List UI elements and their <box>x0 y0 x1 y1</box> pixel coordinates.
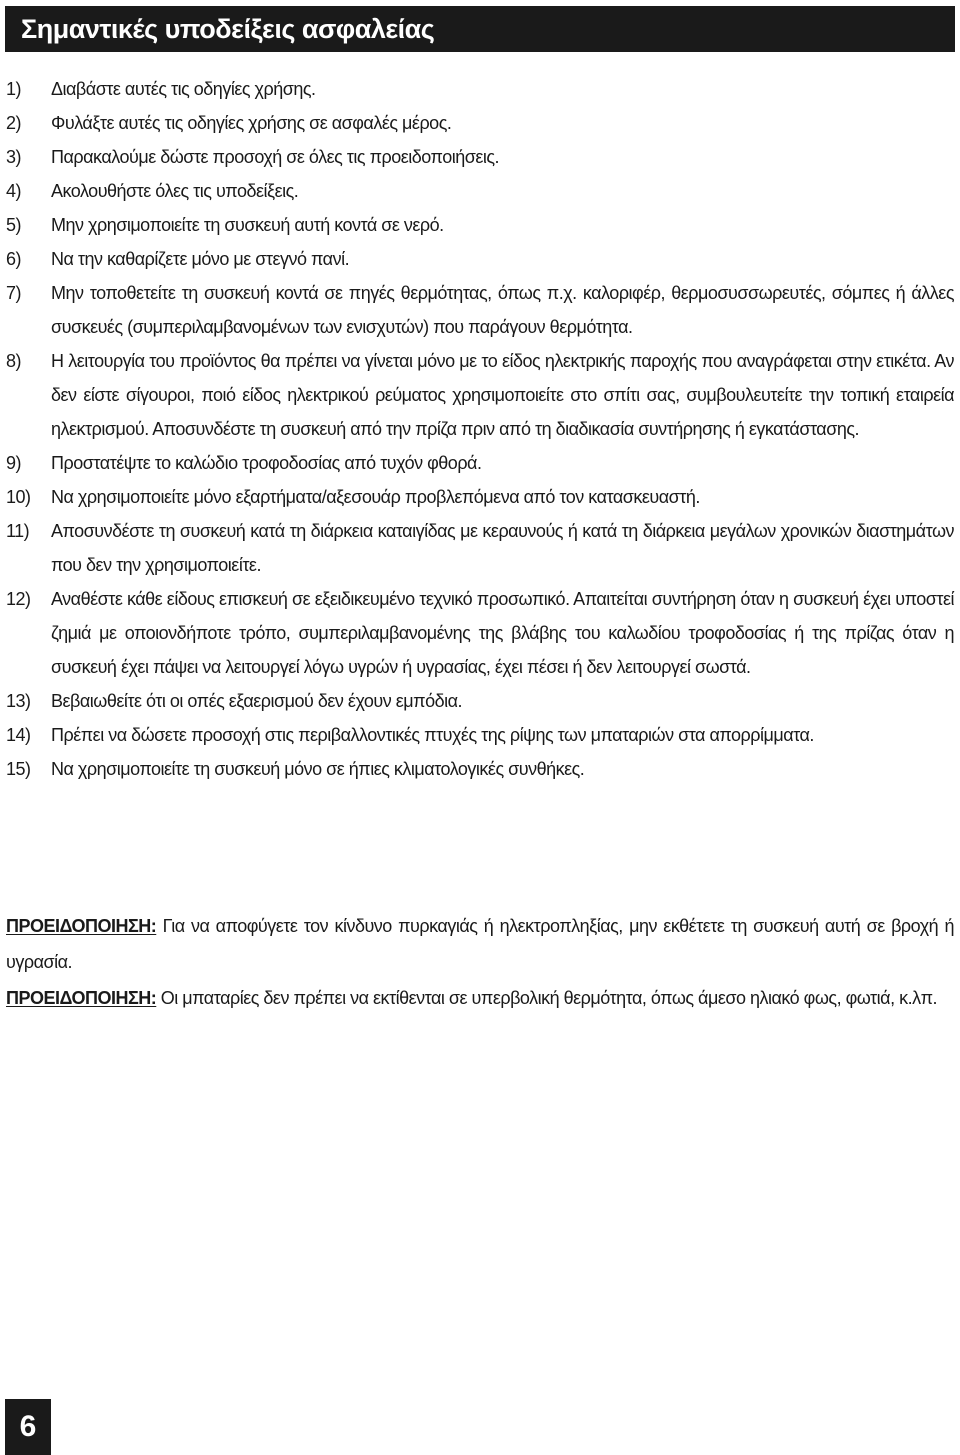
item-number: 14) <box>6 725 31 745</box>
list-item <box>0 480 960 514</box>
item-text: Ακολουθήστε όλες τις υποδείξεις. <box>51 181 299 201</box>
list-item <box>0 174 960 208</box>
warnings-section <box>6 908 954 1016</box>
list-item <box>0 446 960 480</box>
page-number: 6 <box>19 1410 37 1443</box>
item-number: 10) <box>6 487 31 507</box>
warning-label: ΠΡΟΕΙΔΟΠΟΙΗΣΗ: <box>6 916 157 936</box>
item-number: 12) <box>6 589 31 609</box>
warning-paragraph <box>6 908 954 980</box>
item-text: Φυλάξτε αυτές τις οδηγίες χρήσης σε ασφαλές μέρος. <box>51 113 452 133</box>
safety-instructions-list <box>0 72 960 786</box>
list-item <box>0 718 960 752</box>
item-number: 9) <box>6 453 22 473</box>
item-number: 13) <box>6 691 31 711</box>
list-item <box>0 582 960 684</box>
list-item <box>0 242 960 276</box>
list-item <box>0 276 960 344</box>
item-number: 5) <box>6 215 22 235</box>
item-text: Να χρησιμοποιείτε τη συσκευή μόνο σε ήπιες κλιματολογικές συνθήκες. <box>51 759 585 779</box>
list-item <box>0 514 960 582</box>
item-text: Αποσυνδέστε τη συσκευή κατά τη διάρκεια καταιγίδας με κεραυνούς ή κατά τη διάρκεια μεγάλων χρονικών διαστημάτων που δεν την χρησιμοποιείτε. <box>51 521 954 575</box>
item-number: 15) <box>6 759 31 779</box>
item-text: Μην χρησιμοποιείτε τη συσκευή αυτή κοντά σε νερό. <box>51 215 444 235</box>
warning-text: Οι μπαταρίες δεν πρέπει να εκτίθενται σε υπερβολική θερμότητα, όπως άμεσο ηλιακό φως, φωτιά, κ.λπ. <box>156 988 937 1008</box>
list-item <box>0 752 960 786</box>
item-text: Αναθέστε κάθε είδους επισκευή σε εξειδικευμένο τεχνικό προσωπικό. Απαιτείται συντήρηση όταν η συσκευή έχει υποστεί ζημιά με οποιονδήποτε τρόπο, συμπεριλαμβανομένης της βλάβης του καλωδίου τροφοδοσίας ή της πρίζας όταν η συσκευή έχει πάψει να λειτουργεί λόγω υγρών ή υγρασίας, έχει πέσει ή δεν λειτουργεί σωστά. <box>51 589 954 677</box>
list-item <box>0 140 960 174</box>
item-text: Παρακαλούμε δώστε προσοχή σε όλες τις προειδοποιήσεις. <box>51 147 500 167</box>
item-text: Βεβαιωθείτε ότι οι οπές εξαερισμού δεν έχουν εμπόδια. <box>51 691 463 711</box>
item-text: Προστατέψτε το καλώδιο τροφοδοσίας από τυχόν φθορά. <box>51 453 482 473</box>
item-number: 4) <box>6 181 22 201</box>
warning-text: Για να αποφύγετε τον κίνδυνο πυρκαγιάς ή ηλεκτροπληξίας, μην εκθέτετε τη συσκευή αυτή σε βροχή ή υγρασία. <box>6 916 954 972</box>
list-item <box>0 684 960 718</box>
item-text: Πρέπει να δώσετε προσοχή στις περιβαλλοντικές πτυχές της ρίψης των μπαταριών στα απορρίμματα. <box>51 725 814 745</box>
item-text: Μην τοποθετείτε τη συσκευή κοντά σε πηγές θερμότητας, όπως π.χ. καλοριφέρ, θερμοσυσσωρευτές, σόμπες ή άλλες συσκευές (συμπεριλαμβανομένων των ενισχυτών) που παράγουν θερμότητα. <box>51 283 954 337</box>
item-number: 8) <box>6 351 22 371</box>
item-number: 11) <box>6 521 30 541</box>
item-number: 6) <box>6 249 22 269</box>
warning-label: ΠΡΟΕΙΔΟΠΟΙΗΣΗ: <box>6 988 157 1008</box>
section-header <box>5 6 955 52</box>
warning-paragraph <box>6 980 954 1016</box>
list-item <box>0 106 960 140</box>
item-text: Η λειτουργία του προϊόντος θα πρέπει να γίνεται μόνο με το είδος ηλεκτρικής παροχής που αναγράφεται στην ετικέτα. Αν δεν είστε σίγουροι, ποιό είδος ηλεκτρικού ρεύματος χρησιμοποιείτε στο σπίτι σας, συμβουλευτείτε την τοπική εταιρεία ηλεκτρισμού. Αποσυνδέστε τη συσκευή από την πρίζα πριν από τη διαδικασία συντήρησης ή εγκατάστασης. <box>51 351 954 439</box>
list-item <box>0 208 960 242</box>
list-item <box>0 72 960 106</box>
item-text: Να χρησιμοποιείτε μόνο εξαρτήματα/αξεσουάρ προβλεπόμενα από τον κατασκευαστή. <box>51 487 700 507</box>
page-number-badge <box>5 1399 51 1455</box>
item-number: 3) <box>6 147 22 167</box>
item-number: 1) <box>6 79 22 99</box>
list-item <box>0 344 960 446</box>
item-number: 2) <box>6 113 22 133</box>
item-text: Διαβάστε αυτές τις οδηγίες χρήσης. <box>51 79 316 99</box>
item-text: Να την καθαρίζετε μόνο με στεγνό πανί. <box>51 249 350 269</box>
item-number: 7) <box>6 283 22 303</box>
section-title: Σημαντικές υποδείξεις ασφαλείας <box>21 14 435 44</box>
